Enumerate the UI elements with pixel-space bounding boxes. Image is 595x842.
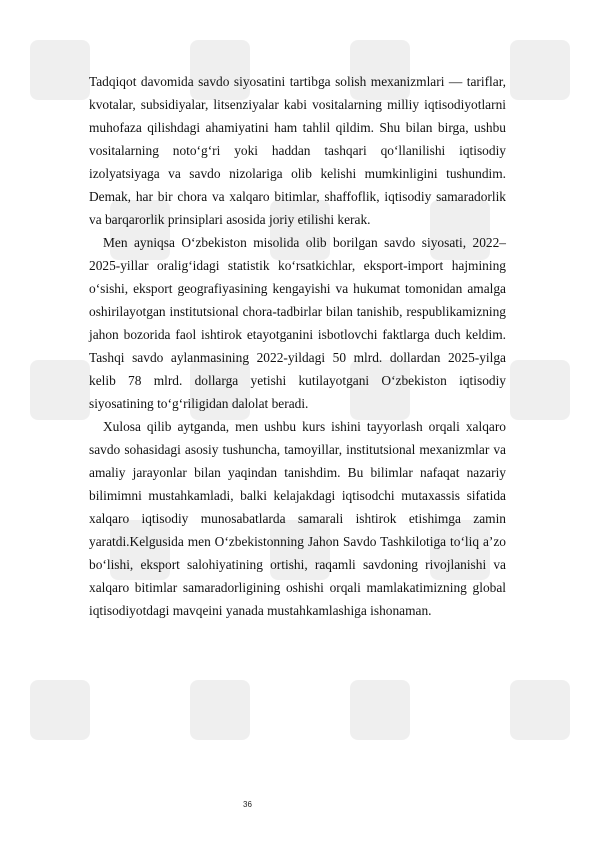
body-text — [89, 70, 506, 622]
paragraph-2: Men ayniqsa O‘zbekiston misolida olib borilgan savdo siyosati, 2022–2025-yillar oralig‘idagi statistik ko‘rsatkichlar, eksport-import hajmining o‘sishi, eksport geografiyasining kengayishi va hukumat tomonidan amalga oshirilayotgan institutsional chora-tadbirlar bilan tanishib, respublikamizning jahon bozorida faol ishtirok etayotganini isbotlovchi faktlarga duch keldim. Tashqi savdo aylanmasining 2022-yildagi 50 mlrd. dollardan 2025-yilga kelib 78 mlrd. dollarga yetishi kutilayotgani O‘zbekiston iqtisodiy siyosatining to‘g‘riligidan dalolat beradi. — [89, 235, 506, 411]
page-number: 36 — [243, 800, 252, 809]
paragraph-3: Xulosa qilib aytganda, men ushbu kurs ishini tayyorlash orqali xalqaro savdo sohasidagi asosiy tushuncha, tamoyillar, institutsional mexanizmlar va amaliy jarayonlar bilan yaqindan tanishdim. Bu bilimlar nafaqat nazariy bilimimni mustahkamladi, balki kelajakdagi iqtisodchi mutaxassis sifatida xalqaro iqtisodiy munosabatlarda samarali ishtirok etishimga zamin yaratdi.Kelgusida men O‘zbekistonning Jahon Savdo Tashkilotiga to‘liq a’zo bo‘lishi, eksport salohiyatining ortishi, raqamli savdoning rivojlanishi va xalqaro bitimlar samaradorligining oshishi orqali mamlakatimizning global iqtisodiyotdagi mavqeini yanada mustahkamlashiga ishonaman. — [89, 419, 506, 618]
paragraph-1: Tadqiqot davomida savdo siyosatini tartibga solish mexanizmlari — tariflar, kvotalar, subsidiyalar, litsenziyalar kabi vositalarning milliy iqtisodiyotlarni muhofaza qilishdagi ahamiyatini ham tahlil qildim. Shu bilan birga, ushbu vositalarning noto‘g‘ri yoki haddan tashqari qo‘llanilishi iqtisodiy izolyatsiyaga va savdo nizolariga olib kelishi mumkinligini tushundim. Demak, har bir chora va xalqaro bitimlar, shaffoflik, iqtisodiy samaradorlik va barqarorlik prinsiplari asosida joriy etilishi kerak. — [89, 74, 506, 227]
